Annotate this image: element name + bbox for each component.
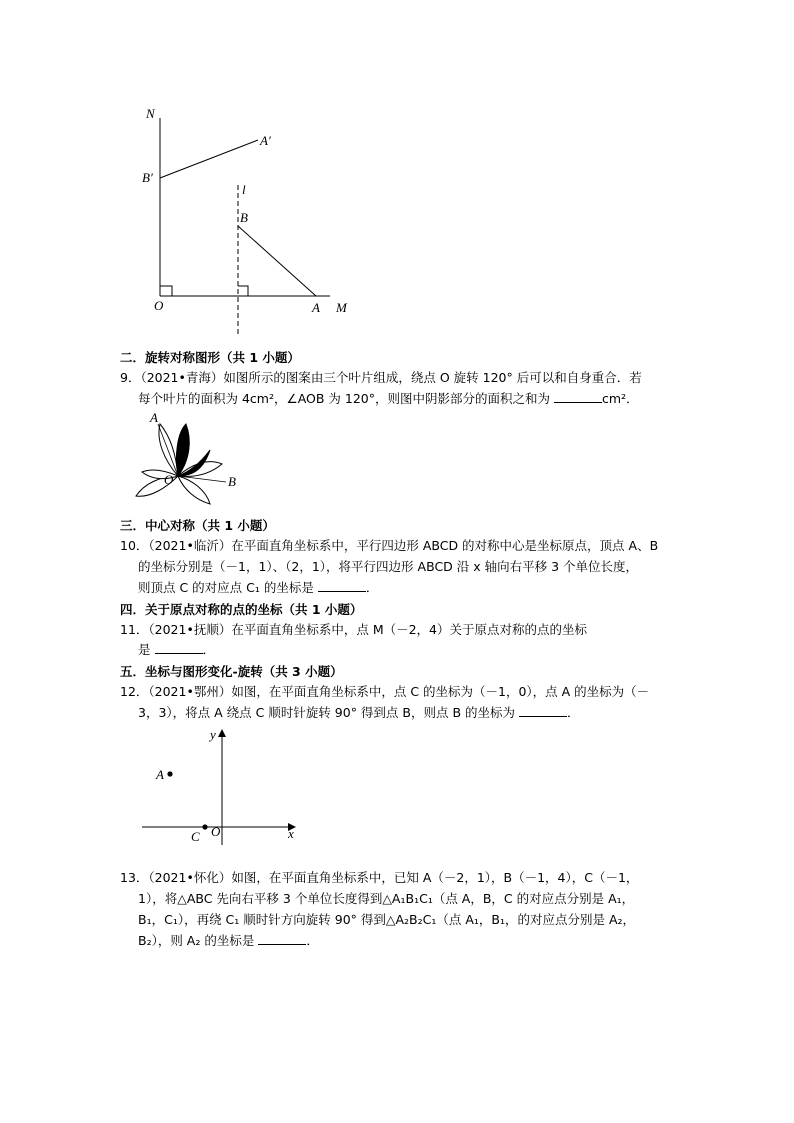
label-N: N [146, 106, 155, 121]
label-A: A [312, 300, 320, 315]
line-OA [158, 424, 178, 476]
q11-line2 [138, 642, 215, 658]
q12-label-O: O [211, 824, 221, 839]
point-C [202, 824, 207, 829]
q13-answer-blank [258, 934, 306, 945]
q12-line2 [138, 705, 580, 721]
figure-coordinate-axes [138, 725, 308, 850]
right-angle-mark-l [238, 286, 248, 296]
segment-AB [238, 226, 316, 296]
q12-line2-end: ． [567, 705, 580, 720]
label-B-prime: B′ [142, 170, 153, 185]
q10-line1: 10．（2021•临沂）在平面直角坐标系中，平行四边形 ABCD 的对称中心是坐标原点，顶点 A、B [120, 538, 659, 553]
q12-line2-text: 3，3），将点 A 绕点 C 顺时针旋转 90° 得到点 B，则点 B 的坐标为 [138, 705, 516, 720]
q11-line2-text: 是 [138, 642, 151, 657]
q9-label-A: A [150, 410, 158, 425]
q10-answer-blank [318, 581, 366, 592]
q13-line2: 1），将△ABC 先向右平移 3 个单位长度得到△A₁B₁C₁（点 A，B，C 的对应点分别是 A₁， [138, 891, 635, 906]
q10-line3 [138, 580, 378, 596]
q9-line1: 9．（2021•青海）如图所示的图案由三个叶片组成，绕点 O 旋转 120° 后可以和自身重合．若 [120, 370, 642, 385]
q13-line3: B₁，C₁），再绕 C₁ 顺时针方向旋转 90° 得到△A₂B₂C₁（点 A₁，B₁，的对应点分别是 A₂， [138, 912, 636, 927]
section-title-central-symmetry: 三．中心对称（共 1 小题） [120, 518, 275, 533]
q9-line2-unit: cm²． [601, 391, 639, 406]
q11-line2-end: ． [202, 642, 216, 657]
label-l: l [242, 182, 246, 197]
q12-label-A: A [156, 767, 164, 782]
section-title-rotational-symmetry: 二．旋转对称图形（共 1 小题） [120, 350, 300, 365]
q12-answer-blank [519, 706, 567, 717]
label-O: O [154, 298, 164, 313]
leaf-lower-right [178, 476, 210, 504]
q9-line2 [138, 391, 639, 407]
q9-line2-text: 每个叶片的面积为 4cm²，∠AOB 为 120°，则图中阴影部分的面积之和为 [138, 391, 550, 406]
label-A-prime: A′ [260, 133, 271, 148]
q9-label-O: O [164, 472, 174, 487]
q12-label-C: C [191, 829, 200, 844]
q12-label-y: y [210, 727, 216, 742]
label-B: B [240, 210, 248, 225]
section-title-coordinate-rotation: 五．坐标与图形变化-旋转（共 3 小题） [120, 664, 343, 679]
q10-line3-end: ． [365, 580, 379, 595]
q13-line1: 13．（2021•怀化）如图，在平面直角坐标系中，已知 A（－2，1），B（－1，4），C（－1， [120, 870, 639, 885]
section-title-origin-symmetry: 四．关于原点对称的点的坐标（共 1 小题） [120, 602, 363, 617]
segment-B-prime-A-prime [160, 140, 258, 178]
figure-rotation-diagram [130, 100, 370, 340]
q9-label-B: B [228, 474, 236, 489]
right-angle-mark-O [160, 286, 172, 296]
point-A [167, 771, 172, 776]
leaf-upper-right-shaded [176, 424, 189, 476]
q13-line4-end: ． [306, 933, 319, 948]
label-M: M [336, 300, 347, 315]
q13-line4 [138, 933, 319, 949]
q13-line4-text: B₂），则 A₂ 的坐标是 [138, 933, 255, 948]
q12-label-x: x [288, 826, 294, 841]
y-axis-arrow [218, 729, 226, 737]
q12-line1: 12．（2021•鄂州）如图，在平面直角坐标系中，点 C 的坐标为（－1，0），点 A 的坐标为（－ [120, 684, 650, 699]
q11-line1: 11．（2021•抚顺）在平面直角坐标系中，点 M（－2，4）关于原点对称的点的坐标 [120, 622, 588, 637]
q10-line3-text: 则顶点 C 的对应点 C₁ 的坐标是 [138, 580, 314, 595]
q10-line2: 的坐标分别是（－1，1）、（2，1），将平行四边形 ABCD 沿 x 轴向右平移 3 个单位长度， [138, 559, 639, 574]
q9-answer-blank [554, 392, 602, 403]
figure-three-leaf-pattern [130, 410, 250, 510]
q11-answer-blank [155, 643, 203, 654]
